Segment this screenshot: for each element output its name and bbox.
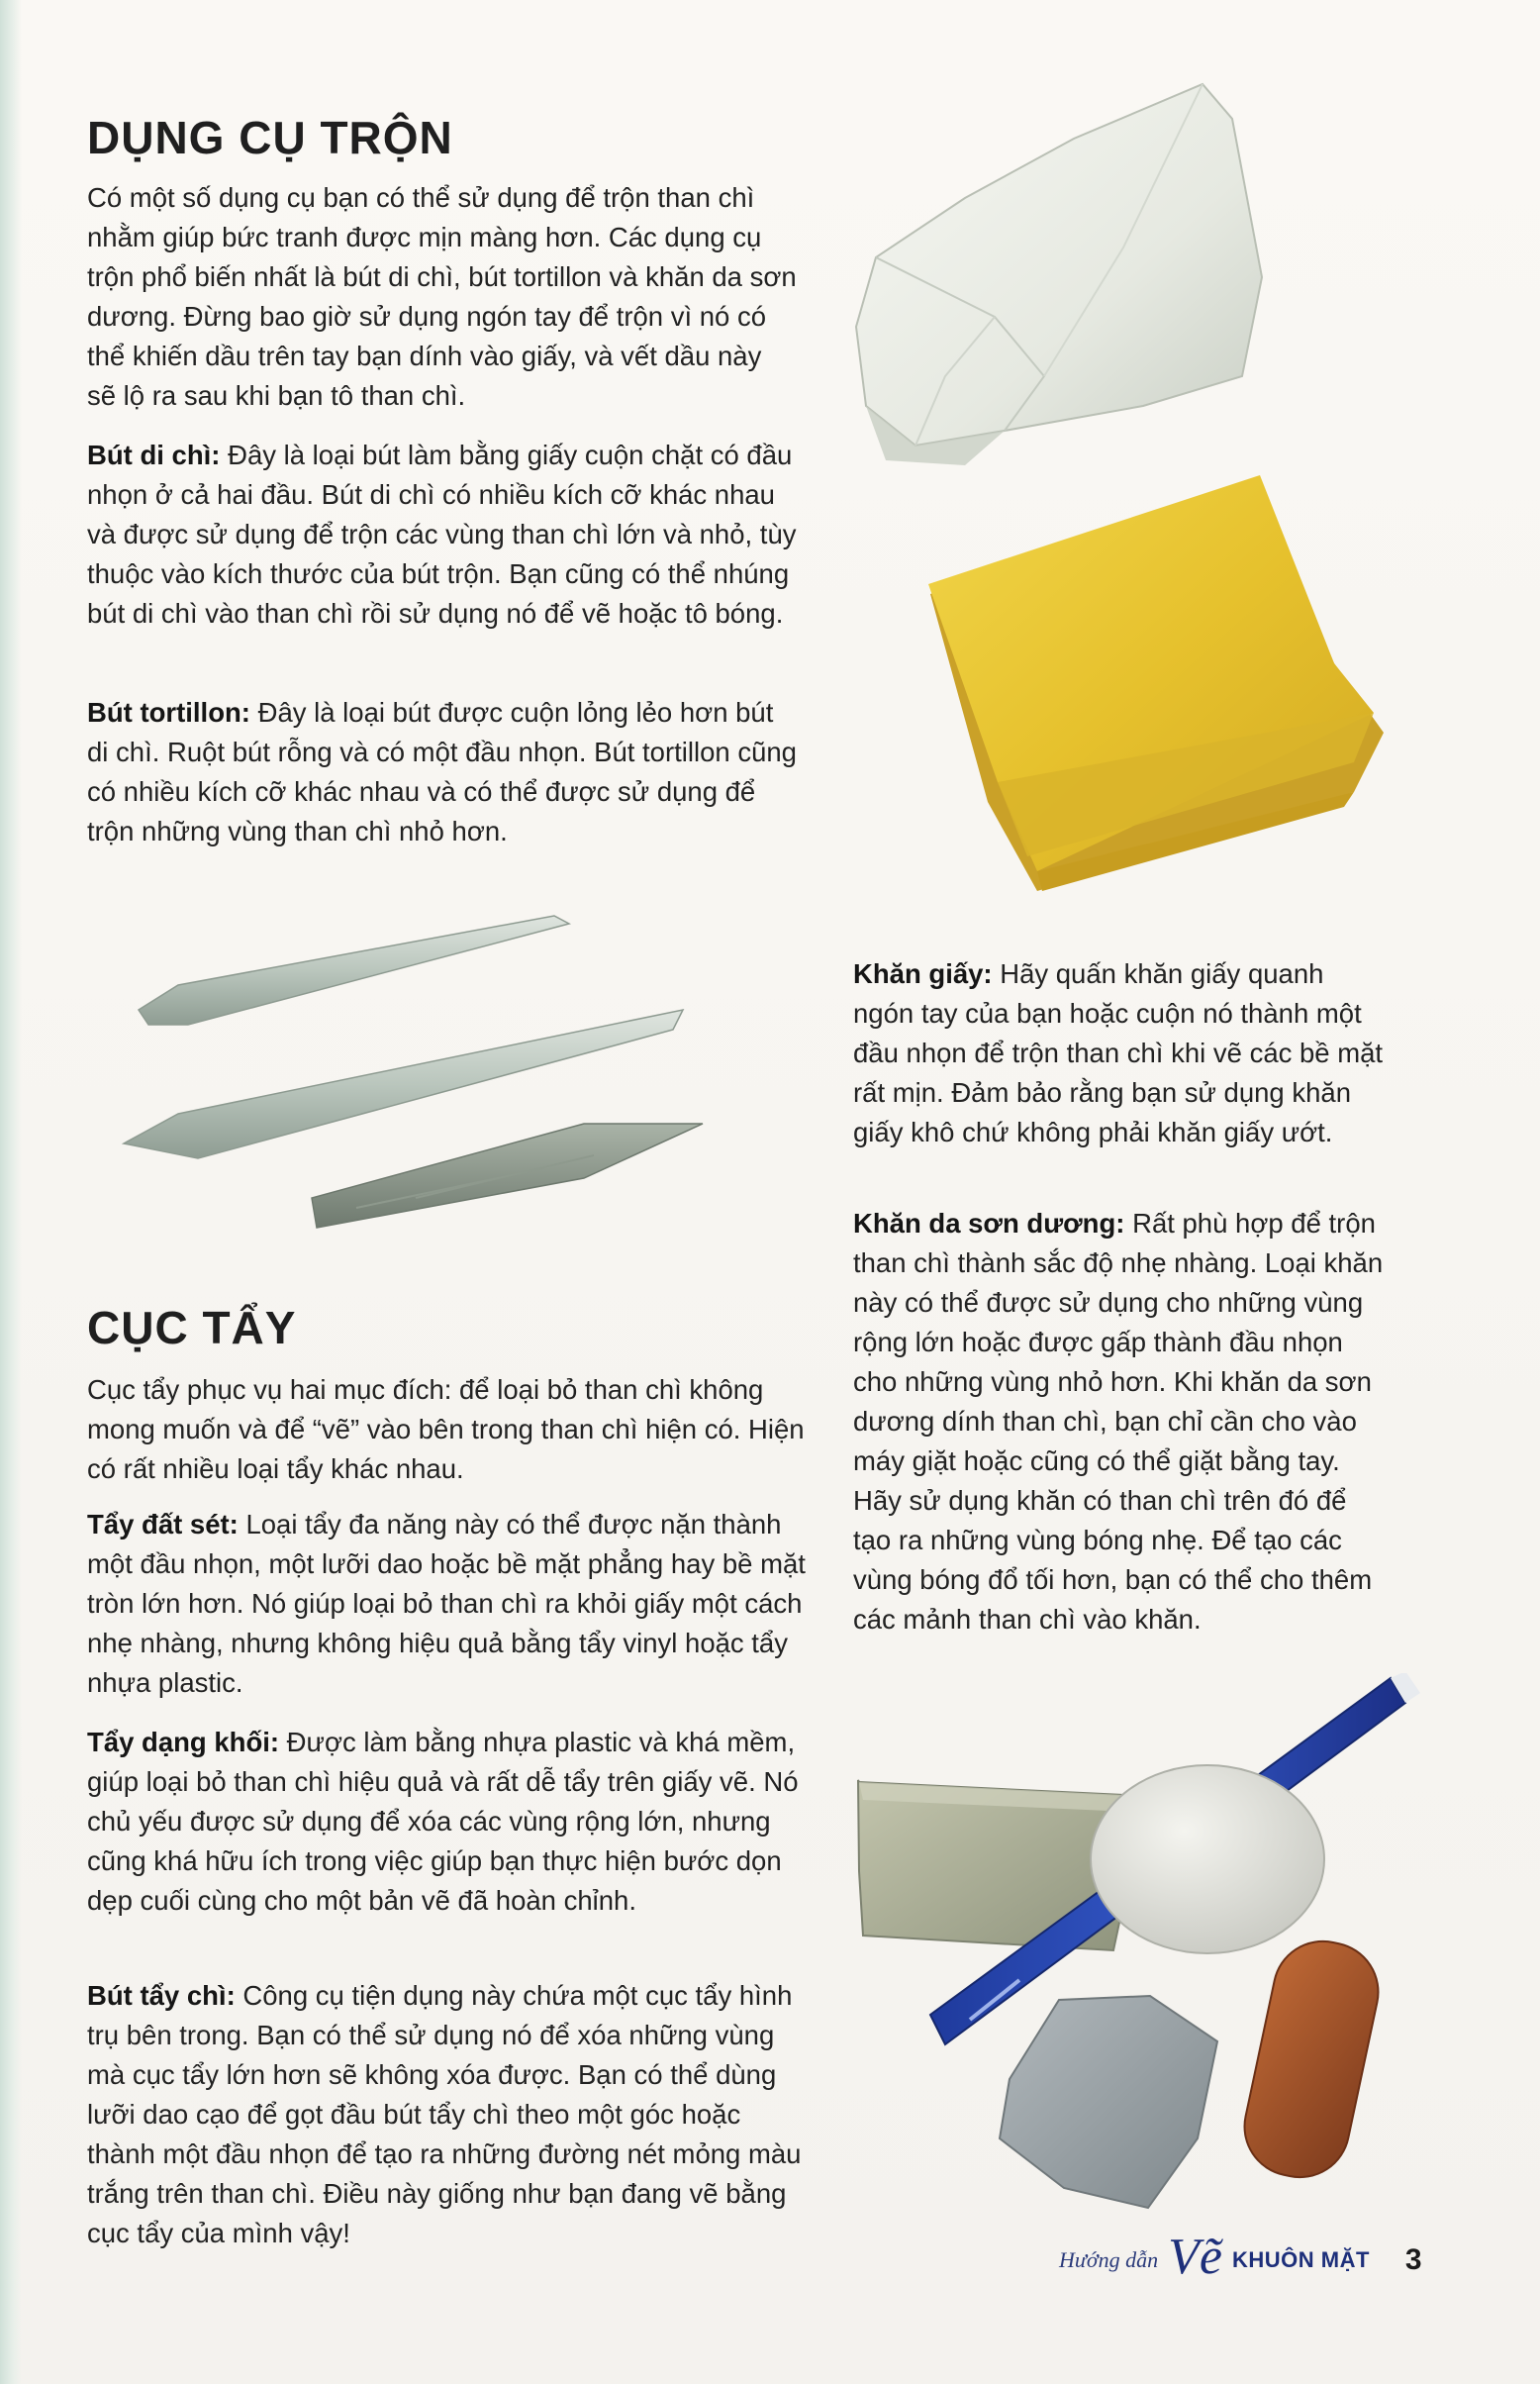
erasers-intro-paragraph: Cục tẩy phục vụ hai mục đích: để loại bỏ than chì không mong muốn và để “vẽ” vào bên trong than chì hiện có. Hiện có rất nhiều loại tẩy khác nhau.	[87, 1374, 805, 1484]
block-eraser-description: Được làm bằng nhựa plastic và khá mềm, giúp loại bỏ than chì hiệu quả và rất dễ tẩy trên giấy vẽ. Nó chủ yếu được sử dụng để xóa các vùng rộng lớn, nhưng cũng khá hữu ích trong việc giúp bạn thực hiện bước dọn dẹp cuối cùng cho một bản vẽ đã hoàn chỉnh.	[87, 1727, 799, 1916]
tissue-image	[846, 79, 1282, 475]
kneaded-eraser-description: Loại tẩy đa năng này có thể được nặn thành một đầu nhọn, một lưỡi dao hoặc bề mặt phẳng hay bề mặt tròn lớn hơn. Nó giúp loại bỏ than chì ra khỏi giấy một cách nhẹ nhàng, nhưng không hiệu quả bằng tẩy vinyl hoặc tẩy nhựa plastic.	[87, 1509, 806, 1698]
footer-title-big: Vẽ	[1168, 2229, 1222, 2285]
blending-stump-paragraph	[87, 436, 798, 634]
blending-intro-paragraph: Có một số dụng cụ bạn có thể sử dụng để trộn than chì nhằm giúp bức tranh được mịn màng hơn. Các dụng cụ trộn phổ biến nhất là bút di chì, bút tortillon và khăn da sơn dương. Đừng bao giờ sử dụng ngón tay để trộn vì nó có thể khiến dầu trên tay bạn dính vào giấy, và vết dầu này sẽ lộ ra sau khi bạn tô than chì.	[87, 182, 797, 411]
blending-stumps-image	[119, 896, 713, 1252]
footer-title-suffix: KHUÔN MẶT	[1231, 2247, 1370, 2272]
page-number: 3	[1404, 2243, 1422, 2276]
chamois-description: Rất phù hợp để trộn than chì thành sắc độ nhẹ nhàng. Loại khăn này có thể được sử dụng cho những vùng rộng lớn hoặc được gấp thành đầu nhọn cho những vùng nhỏ hơn. Khi khăn da sơn dương dính than chì, bạn chỉ cần cho vào máy giặt hoặc cũng có thể giặt bằng tay. Hãy sử dụng khăn có than chì trên đó để tạo ra những vùng bóng nhẹ. Để tạo các vùng bóng đổ tối hơn, bạn có thể cho thêm các mảnh than chì vào khăn.	[853, 1208, 1384, 1635]
footer-prefix: Hướng dẫn	[1059, 2247, 1159, 2272]
eraser-pen-paragraph	[87, 1976, 810, 2253]
tissue-description: Hãy quấn khăn giấy quanh ngón tay của bạn hoặc cuộn nó thành một đầu nhọn để trộn than chì khi vẽ các bề mặt rất mịn. Đảm bảo rằng bạn sử dụng khăn giấy khô chứ không phải khăn giấy ướt.	[853, 958, 1384, 1147]
erasers-image	[851, 1673, 1445, 2228]
kneaded-eraser-term: Tẩy đất sét:	[87, 1509, 239, 1540]
page-edge-shadow	[0, 0, 22, 2384]
tissue-paragraph	[853, 954, 1386, 1152]
section-title-erasers: CỤC TẨY	[87, 1302, 297, 1353]
block-eraser-term: Tẩy dạng khối:	[87, 1727, 280, 1757]
eraser-pen-description: Công cụ tiện dụng này chứa một cục tẩy hình trụ bên trong. Bạn có thể sử dụng nó để xóa những vùng mà cục tẩy lớn hơn sẽ không xóa được. Bạn có thể dùng lưỡi dao cạo để gọt đầu bút tẩy chì theo một góc hoặc thành một đầu nhọn để tạo ra những đường nét mỏng màu trắng trên than chì. Điều này giống như bạn đang vẽ bằng cục tẩy của mình vậy!	[87, 1980, 802, 2248]
page-footer	[1059, 2229, 1494, 2285]
block-eraser-paragraph	[87, 1723, 810, 1921]
tortillon-term: Bút tortillon:	[87, 697, 250, 728]
eraser-pen-term: Bút tẩy chì:	[87, 1980, 236, 2011]
section-title-blending: DỤNG CỤ TRỘN	[87, 112, 453, 163]
tortillon-description: Đây là loại bút được cuộn lỏng lẻo hơn bút di chì. Ruột bút rỗng và có một đầu nhọn. Bút tortillon cũng có nhiều kích cỡ khác nhau và có thể được sử dụng để trộn những vùng than chì nhỏ hơn.	[87, 697, 797, 846]
stump-term: Bút di chì:	[87, 440, 221, 470]
kneaded-eraser-paragraph	[87, 1505, 810, 1703]
stump-description: Đây là loại bút làm bằng giấy cuộn chặt có đầu nhọn ở cả hai đầu. Bút di chì có nhiều kích cỡ khác nhau và được sử dụng để trộn các vùng than chì lớn và nhỏ, tùy thuộc vào kích thước của bút trộn. Bạn cũng có thể nhúng bút di chì vào than chì rồi sử dụng nó để vẽ hoặc tô bóng.	[87, 440, 797, 629]
tissue-term: Khăn giấy:	[853, 958, 993, 989]
blending-tortillon-paragraph	[87, 693, 798, 851]
chamois-cloth-image	[918, 465, 1394, 901]
chamois-paragraph	[853, 1204, 1386, 1639]
chamois-term: Khăn da sơn dương:	[853, 1208, 1125, 1239]
